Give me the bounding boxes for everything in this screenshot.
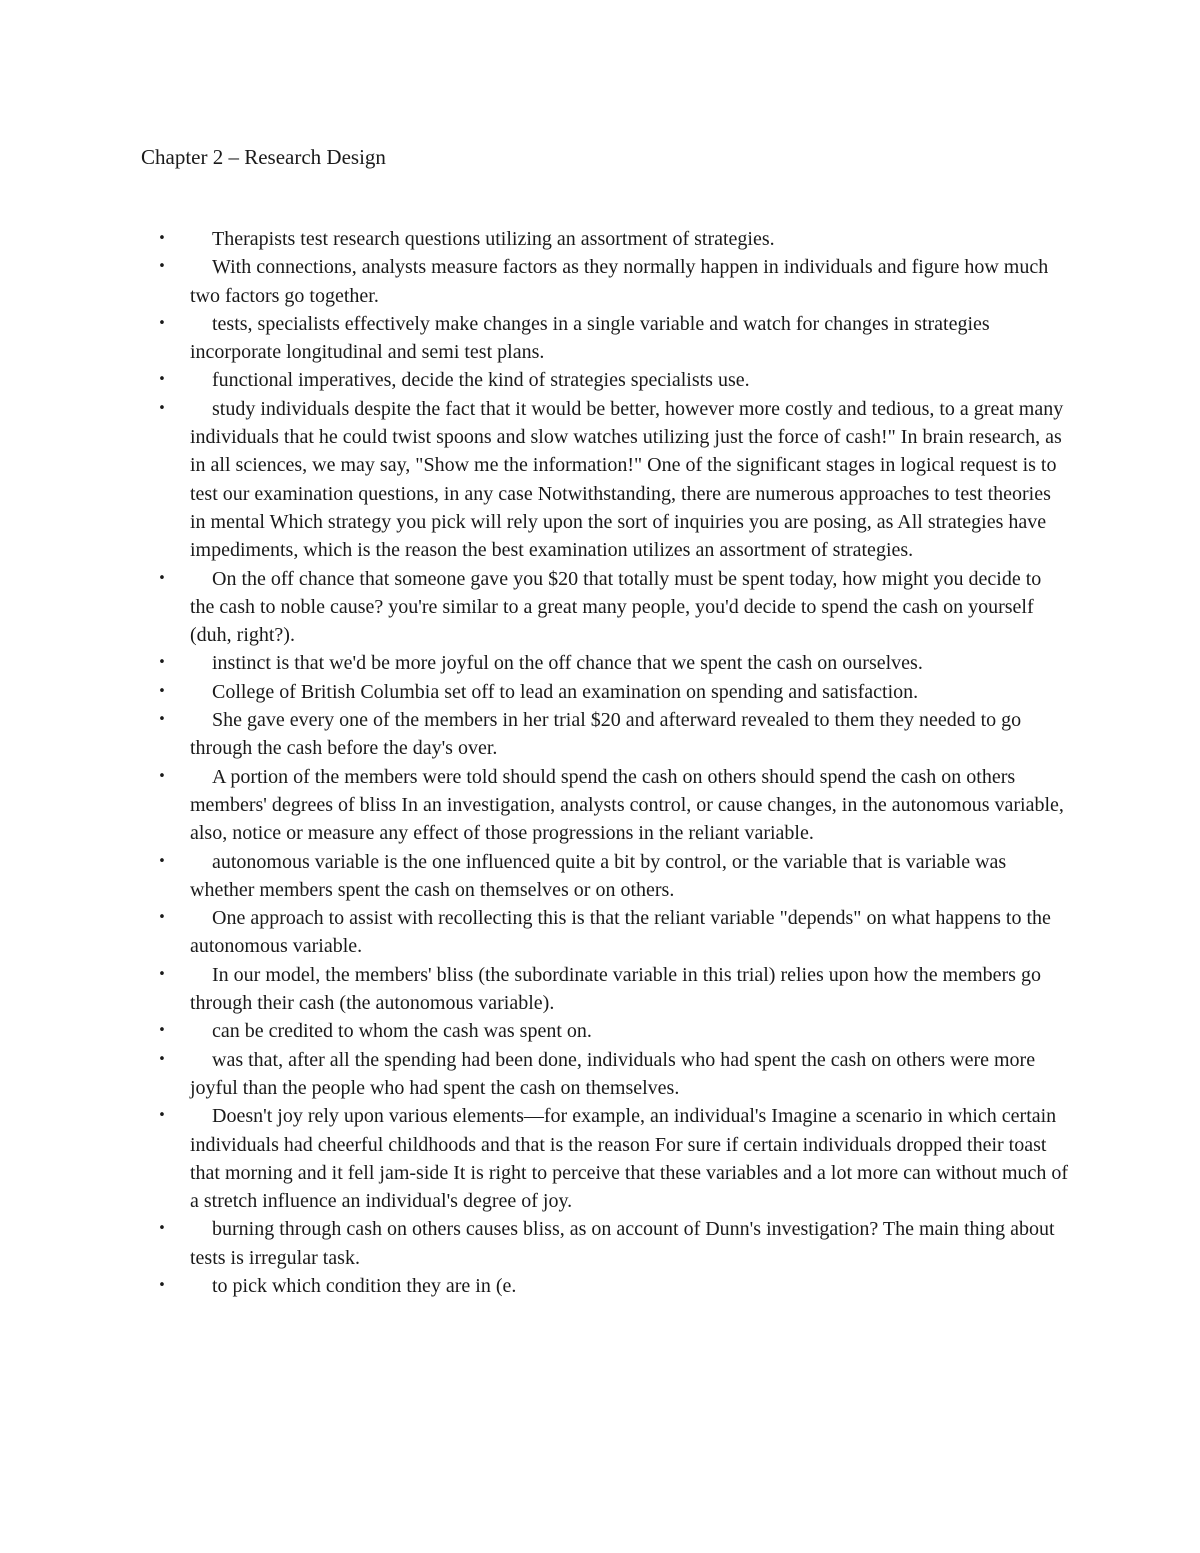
bullet-item: [0, 225, 1070, 253]
document-title: Chapter 2 – Research Design: [141, 145, 386, 169]
bullet-item: [0, 1215, 1070, 1272]
bullet-item: [0, 678, 1070, 706]
bullet-text: instinct is that we'd be more joyful on the off chance that we spent the cash on ourselves.: [212, 652, 923, 675]
bullet-text: With connections, analysts measure factors as they normally happen in individuals and figure how much two factors go together.: [190, 256, 1049, 307]
bullet-dot-icon: •: [158, 372, 166, 388]
bullet-text: One approach to assist with recollecting this is that the reliant variable "depends" on what happens to the autonomous variable.: [190, 907, 1051, 958]
bullet-text: College of British Columbia set off to lead an examination on spending and satisfaction.: [212, 680, 919, 703]
bullet-item: [0, 366, 1070, 394]
bullet-list: [0, 225, 1200, 1300]
bullet-text: to pick which condition they are in (e.: [212, 1274, 517, 1297]
bullet-item: [0, 1017, 1070, 1045]
bullet-dot-icon: •: [158, 1221, 166, 1237]
bullet-text: study individuals despite the fact that it would be better, however more costly and tedious, to a great many individuals that he could twist spoons and slow watches utilizing just the force of cash!" In brain research, as in all sciences, we may say, "Show me the information!" One of the significant stages in logical request is to test our examination questions, in any case Notwithstanding, there are numerous approaches to test theories in mental Which strategy you pick will rely upon the sort of inquiries you are posing, as All strategies have impediments, which is the reason the best examination utilizes an assortment of strategies.: [190, 397, 1064, 562]
bullet-item: [0, 848, 1070, 905]
bullet-dot-icon: •: [158, 683, 166, 699]
bullet-item: [0, 1046, 1070, 1103]
bullet-item: [0, 253, 1070, 310]
bullet-item: [0, 961, 1070, 1018]
bullet-item: [0, 1272, 1070, 1300]
bullet-dot-icon: •: [158, 400, 166, 416]
bullet-text: tests, specialists effectively make changes in a single variable and watch for changes in strategies incorporate longitudinal and semi test plans.: [190, 312, 990, 364]
bullet-item: [0, 763, 1070, 848]
bullet-dot-icon: •: [158, 853, 166, 869]
bullet-dot-icon: •: [158, 966, 166, 982]
bullet-dot-icon: •: [158, 712, 166, 728]
bullet-text: burning through cash on others causes bliss, as on account of Dunn's investigation? The main thing about tests is irregular task.: [190, 1218, 1055, 1269]
bullet-text: functional imperatives, decide the kind of strategies specialists use.: [212, 369, 750, 392]
bullet-item: [0, 395, 1070, 565]
bullet-text: On the off chance that someone gave you $20 that totally must be spent today, how might you decide to the cash to noble cause? you're similar to a great many people, you'd decide to spend the cash on yourself (duh, right?).: [190, 567, 1042, 647]
bullet-text: Doesn't joy rely upon various elements—for example, an individual's Imagine a scenario in which certain individuals had cheerful childhoods and that is the reason For sure if certain individuals dropped their toast that morning and it fell jam-side It is right to perceive that these variables and a lot more can without much of a stretch influence an individual's degree of joy.: [190, 1105, 1069, 1213]
bullet-dot-icon: •: [158, 570, 166, 586]
bullet-item: [0, 310, 1070, 367]
bullet-dot-icon: •: [158, 655, 166, 671]
bullet-dot-icon: •: [158, 259, 166, 275]
bullet-dot-icon: •: [158, 1277, 166, 1293]
bullet-dot-icon: •: [158, 768, 166, 784]
bullet-dot-icon: •: [158, 315, 166, 331]
bullet-dot-icon: •: [158, 1108, 166, 1124]
bullet-item: [0, 1102, 1070, 1215]
bullet-dot-icon: •: [158, 1051, 166, 1067]
bullet-item: [0, 565, 1070, 650]
bullet-item: [0, 706, 1070, 763]
bullet-text: In our model, the members' bliss (the subordinate variable in this trial) relies upon how the members go through their cash (the autonomous variable).: [190, 963, 1041, 1015]
bullet-text: She gave every one of the members in her trial $20 and afterward revealed to them they needed to go through the cash before the day's over.: [190, 709, 1022, 760]
bullet-text: was that, after all the spending had been done, individuals who had spent the cash on others were more joyful than the people who had spent the cash on themselves.: [190, 1048, 1036, 1099]
bullet-text: autonomous variable is the one influenced quite a bit by control, or the variable that is variable was whether members spent the cash on themselves or on others.: [190, 850, 1007, 901]
bullet-dot-icon: •: [158, 231, 166, 246]
bullet-text: A portion of the members were told should spend the cash on others should spend the cash on others members' degrees of bliss In an investigation, analysts control, or cause changes, in the autonomous variable, also, notice or measure any effect of those progressions in the reliant variable.: [190, 765, 1064, 845]
bullet-dot-icon: •: [158, 1023, 166, 1039]
bullet-item: [0, 649, 1070, 677]
bullet-item: [0, 904, 1070, 961]
bullet-text: can be credited to whom the cash was spent on.: [212, 1020, 592, 1043]
bullet-dot-icon: •: [158, 910, 166, 926]
bullet-text: Therapists test research questions utilizing an assortment of strategies.: [212, 228, 775, 250]
